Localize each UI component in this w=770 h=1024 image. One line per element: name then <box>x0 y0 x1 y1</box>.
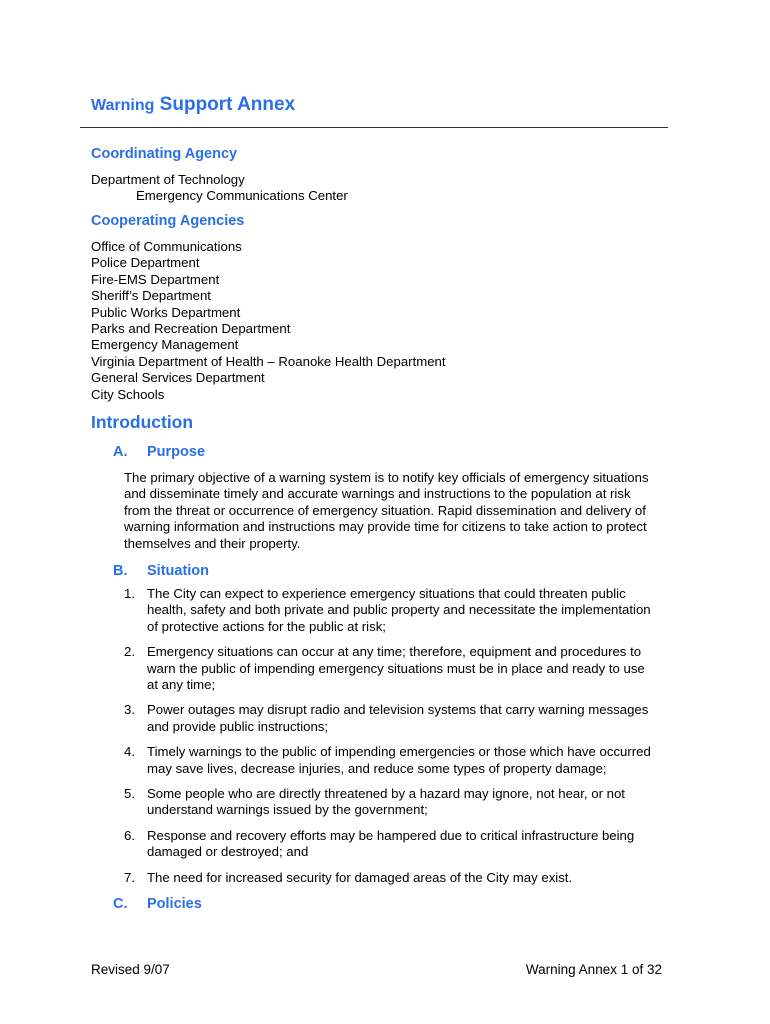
agency-item: Emergency Management <box>91 337 239 353</box>
page-title-word2: Support Annex <box>154 94 296 115</box>
agency-item: Parks and Recreation Department <box>91 321 291 337</box>
paragraph-line: themselves and their property. <box>124 535 301 551</box>
situation-list <box>124 586 651 895</box>
policies-letter: C. <box>113 896 128 912</box>
situation-title: Situation <box>147 563 210 579</box>
list-item-line: The City can expect to experience emergency situations that could threaten public <box>147 586 626 601</box>
list-item-line: warn the public of impending emergency situations must be in place and ready to use <box>147 660 645 676</box>
list-item-line: understand warnings issued by the government; <box>147 802 428 818</box>
list-item-line: Emergency situations can occur at any time; therefore, equipment and procedures to <box>147 644 642 660</box>
agency-item: Fire-EMS Department <box>91 271 220 287</box>
footer-revision: Revised 9/07 <box>91 962 170 977</box>
agency-item: Sheriff’s Department <box>91 288 211 304</box>
title-divider <box>80 127 668 128</box>
list-item-line: health, safety and both private and public property and necessitate the implementation <box>147 602 651 618</box>
list-item-line: at any time; <box>147 677 216 693</box>
purpose-heading <box>113 443 205 461</box>
list-item <box>124 644 651 693</box>
list-item-line: and provide public instructions; <box>147 718 329 734</box>
agency-item: General Services Department <box>91 370 265 386</box>
list-item-number: 5. <box>124 786 135 802</box>
list-item-line: Response and recovery efforts may be hampered due to critical infrastructure being <box>147 827 635 843</box>
cooperating-agencies-list <box>91 239 446 403</box>
list-item-line: Power outages may disrupt radio and television systems that carry warning messages <box>147 702 649 718</box>
paragraph-line: from the threat or occurrence of emergency situation. Rapid dissemination and delivery of <box>124 502 646 518</box>
situation-heading <box>113 562 209 580</box>
list-item-line: Some people who are directly threatened by a hazard may ignore, not hear, or not <box>147 786 625 802</box>
list-item <box>124 870 651 886</box>
purpose-letter: A. <box>113 444 128 460</box>
list-item-line: Timely warnings to the public of impending emergencies or those which have occurred <box>147 744 651 760</box>
list-item <box>124 586 651 635</box>
situation-letter: B. <box>113 563 128 579</box>
coordinating-agency-heading: Coordinating Agency <box>91 146 238 162</box>
purpose-paragraph <box>124 470 684 552</box>
page-title <box>91 92 295 119</box>
footer-page-number: Warning Annex 1 of 32 <box>525 962 662 977</box>
purpose-title: Purpose <box>147 444 206 460</box>
list-item <box>124 744 651 777</box>
list-item-line: The need for increased security for damaged areas of the City may exist. <box>147 869 573 885</box>
list-item-number: 7. <box>124 869 135 885</box>
introduction-heading: Introduction <box>91 412 194 432</box>
coordinating-subdept: Emergency Communications Center <box>136 188 348 203</box>
list-item-number: 2. <box>124 644 135 660</box>
agency-item: Public Works Department <box>91 304 241 320</box>
paragraph-line: The primary objective of a warning system is to notify key officials of emergency situations <box>124 470 649 485</box>
policies-heading <box>113 895 202 913</box>
paragraph-line: and disseminate timely and accurate warnings and instructions to the population at risk <box>124 486 631 502</box>
policies-title: Policies <box>147 896 202 912</box>
list-item <box>124 786 651 819</box>
list-item-number: 3. <box>124 702 135 718</box>
paragraph-line: warning information and instructions may provide time for citizens to take action to protect <box>124 519 647 535</box>
agency-item: Virginia Department of Health – Roanoke Health Department <box>91 353 446 369</box>
list-item-number: 4. <box>124 744 135 760</box>
list-item-number: 6. <box>124 827 135 843</box>
list-item-line: of protective actions for the public at risk; <box>147 618 386 634</box>
agency-item: Police Department <box>91 255 200 271</box>
list-item <box>124 702 651 735</box>
agency-item: City Schools <box>91 386 165 402</box>
agency-item: Office of Communications <box>91 239 242 254</box>
list-item-line: may save lives, decrease injuries, and reduce some types of property damage; <box>147 760 607 776</box>
cooperating-agencies-heading: Cooperating Agencies <box>91 213 245 229</box>
page-title-word1: Warning <box>91 97 155 114</box>
list-item-line: damaged or destroyed; and <box>147 844 309 860</box>
list-item-number: 1. <box>124 586 135 601</box>
list-item <box>124 828 651 861</box>
coordinating-dept: Department of Technology <box>91 172 245 187</box>
